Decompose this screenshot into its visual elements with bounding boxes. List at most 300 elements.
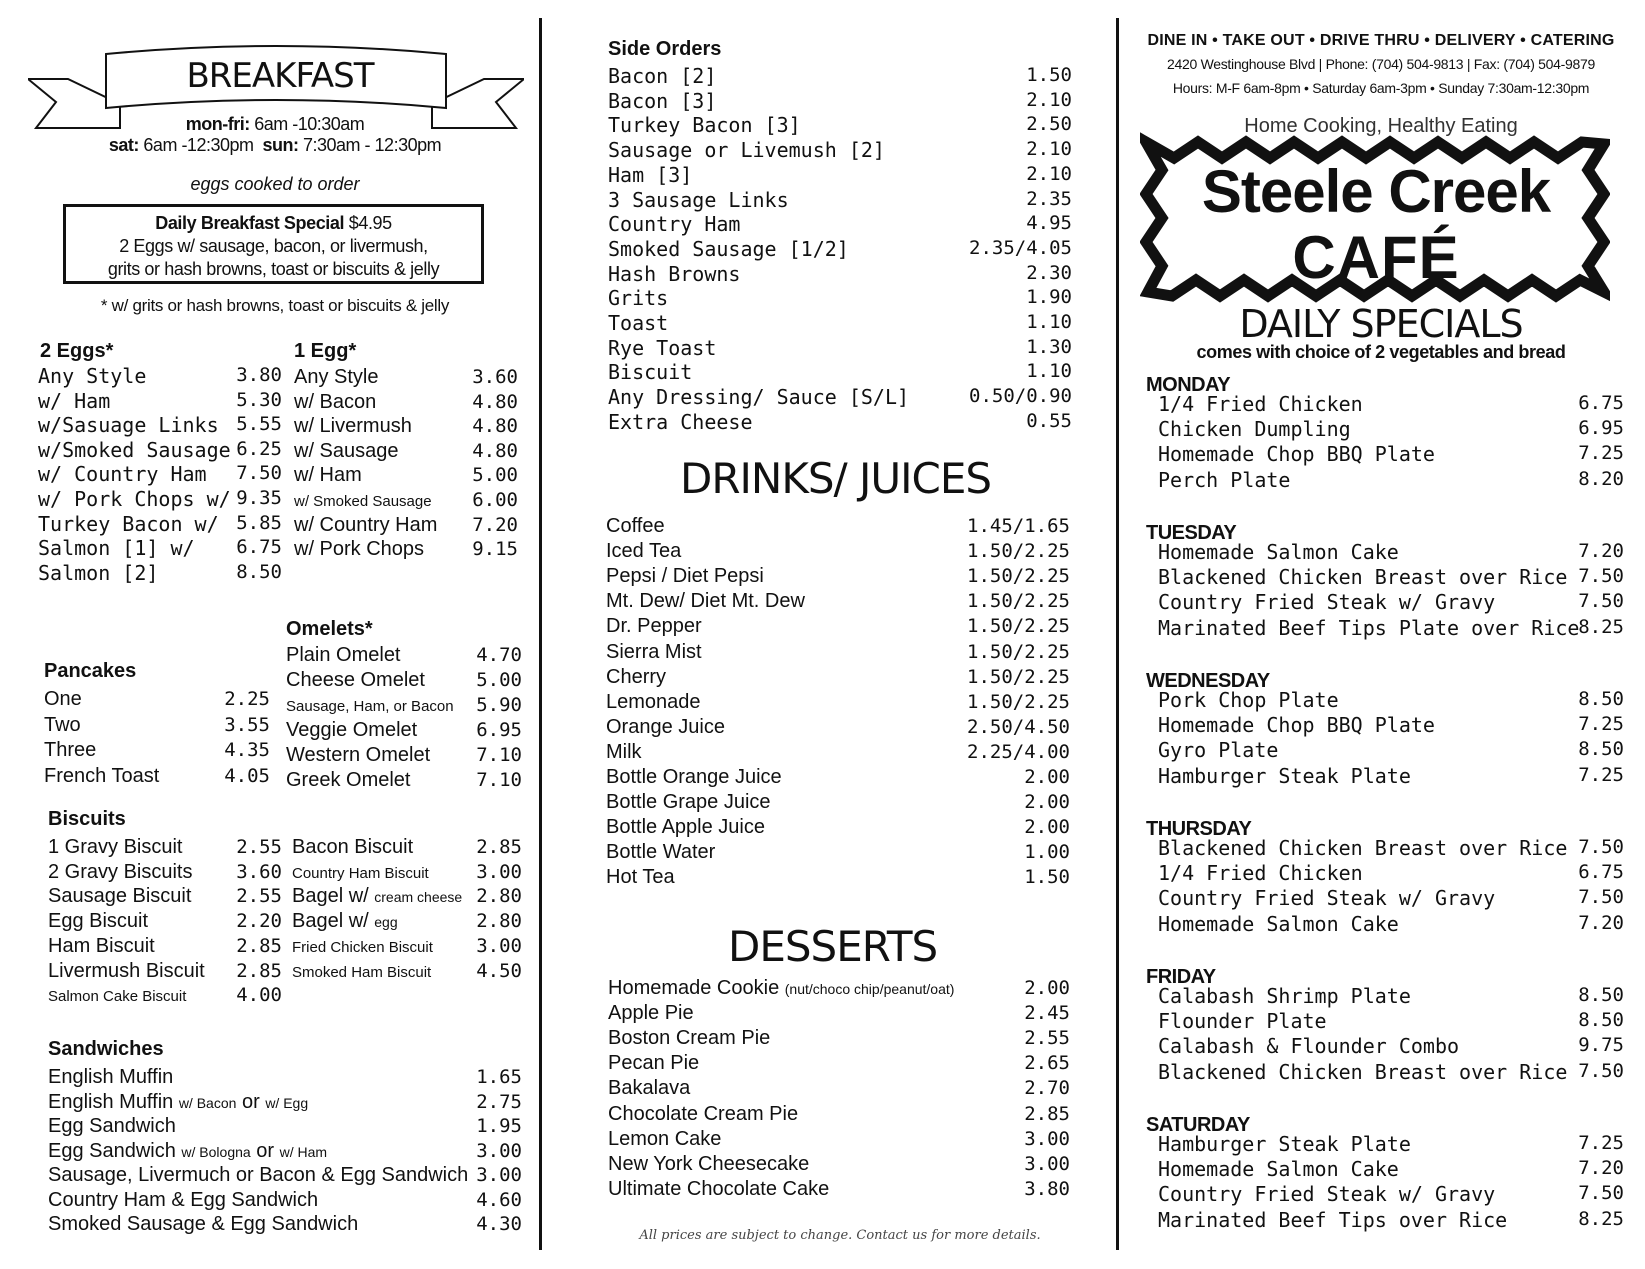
- one-egg-item-price: 7.20: [472, 513, 518, 536]
- sandwiches-row: [48, 1164, 522, 1189]
- side-orders-item-price: 2.30: [1026, 261, 1072, 284]
- address-line: 2420 Westinghouse Blvd | Phone: (704) 504-9813 | Fax: (704) 504-9879: [1167, 56, 1595, 72]
- one-egg-item-price: 6.00: [472, 489, 518, 511]
- one-egg-item-label: w/ Bacon: [294, 390, 377, 413]
- specials-row: [1158, 442, 1624, 467]
- drinks-item-price: 2.25/4.00: [967, 740, 1070, 763]
- drinks-item-price: 1.50/2.25: [967, 590, 1070, 613]
- side-orders-item-price: 2.10: [1026, 138, 1072, 161]
- drinks-item-label: Pepsi / Diet Pepsi: [606, 565, 764, 588]
- omelets-item-name: [286, 644, 401, 667]
- side-orders-title: Side Orders: [608, 38, 722, 60]
- biscuits-left-item-label: Ham Biscuit: [48, 934, 155, 957]
- specials-row: [1158, 565, 1624, 590]
- drinks-row: [606, 791, 1070, 816]
- two-eggs-item-name: [38, 536, 195, 560]
- sandwiches-item-price: 1.95: [476, 1115, 522, 1137]
- drinks-item-name: [606, 691, 701, 714]
- side-orders-item-price: 1.10: [1026, 360, 1072, 383]
- drinks-row: [606, 590, 1070, 615]
- specials-item-name: Marinated Beef Tips over Rice: [1158, 1207, 1508, 1232]
- drinks-row: [606, 641, 1070, 666]
- biscuits-left-item-name: [48, 960, 205, 983]
- pancakes-item-price: 2.25: [224, 688, 270, 710]
- side-orders-row: [608, 360, 1072, 385]
- sandwiches-item-label: Sausage, Livermuch or Bacon & Egg Sandwich: [48, 1164, 469, 1186]
- side-orders-item-price: 1.90: [1026, 286, 1072, 309]
- sandwiches-title: Sandwiches: [48, 1038, 164, 1060]
- biscuits-right-item-name: [292, 910, 398, 933]
- drinks-item-name: [606, 540, 681, 563]
- side-orders-item-label: Hash Browns: [608, 261, 741, 286]
- omelets-title: Omelets*: [286, 618, 373, 640]
- pancakes-row: [44, 739, 270, 765]
- specials-item-name: Blackened Chicken Breast over Rice: [1158, 836, 1568, 860]
- biscuits-left-row: [48, 861, 282, 886]
- drinks-row: [606, 766, 1070, 791]
- two-eggs-item-label: Turkey Bacon w/: [38, 511, 219, 536]
- sandwiches-item-name: [48, 1213, 358, 1236]
- hours-weekday: 6am -10:30am: [254, 114, 365, 134]
- specials-row: [1158, 616, 1624, 641]
- drinks-item-price: 1.50/2.25: [967, 690, 1070, 713]
- desserts-item-name: [608, 1153, 809, 1176]
- sandwiches-item-note: w/ Egg: [265, 1094, 309, 1111]
- breakfast-hours: [60, 114, 490, 156]
- one-egg-row: [294, 538, 518, 563]
- two-eggs-item-name: [38, 561, 158, 585]
- biscuits-right-item-name: [292, 960, 431, 983]
- specials-row: [1158, 392, 1624, 417]
- desserts-item-name: [608, 1178, 829, 1201]
- sandwiches-item-or: or: [236, 1090, 266, 1113]
- biscuits-right-item-name: [292, 885, 462, 908]
- specials-day-title: FRIDAY: [1146, 966, 1216, 988]
- biscuits-left-item-name: [48, 861, 192, 884]
- sandwiches-item-price: 4.60: [476, 1188, 522, 1211]
- two-eggs-item-label: Salmon [2]: [38, 560, 159, 585]
- specials-day-saturday: [1146, 1114, 1624, 1254]
- drinks-item-name: [606, 866, 675, 889]
- omelets-item-label: Plain Omelet: [286, 644, 401, 666]
- specials-item-name: Calabash Shrimp Plate: [1158, 984, 1411, 1008]
- desserts-item-label: New York Cheesecake: [608, 1152, 810, 1175]
- one-egg-item-price: 3.60: [472, 366, 518, 388]
- one-egg-row: [294, 391, 518, 416]
- specials-row: [1158, 1060, 1624, 1085]
- biscuits-right-item-price: 2.80: [476, 910, 522, 933]
- desserts-item-label: Homemade Cookie: [608, 977, 785, 999]
- omelets-row: [286, 719, 522, 744]
- biscuits-right-item-label: Fried Chicken Biscuit: [292, 938, 433, 956]
- specials-item-name: Hamburger Steak Plate: [1158, 763, 1411, 788]
- biscuits-right-row: [292, 885, 522, 910]
- specials-item-price: 7.20: [1578, 540, 1624, 562]
- sandwiches-item-price: 3.00: [476, 1139, 522, 1162]
- biscuits-left-row: [48, 935, 282, 960]
- drinks-row: [606, 841, 1070, 866]
- side-orders-item-name: [608, 163, 692, 187]
- biscuits-left-item-price: 3.60: [236, 860, 282, 883]
- drinks-item-label: Hot Tea: [606, 866, 675, 889]
- sandwiches-row: [48, 1140, 522, 1165]
- omelets-row: [286, 744, 522, 769]
- drinks-item-label: Dr. Pepper: [606, 615, 702, 638]
- specials-row: [1158, 1009, 1624, 1034]
- biscuits-right-item-price: 3.00: [476, 860, 522, 883]
- specials-item-price: 7.50: [1578, 590, 1624, 613]
- side-orders-item-name: [608, 113, 801, 137]
- specials-item-name: Homemade Salmon Cake: [1158, 911, 1399, 936]
- desserts-item-label: Chocolate Cream Pie: [608, 1102, 799, 1125]
- specials-item-price: 7.50: [1578, 886, 1624, 909]
- biscuits-left-item-label: Egg Biscuit: [48, 910, 149, 933]
- specials-item-price: 7.50: [1578, 565, 1624, 588]
- biscuits-left-item-label: 2 Gravy Biscuits: [48, 860, 193, 883]
- one-egg-item-price: 4.80: [472, 439, 518, 462]
- side-orders-row: [608, 286, 1072, 311]
- omelets-item-label: Cheese Omelet: [286, 669, 425, 691]
- specials-item-price: 8.50: [1578, 688, 1624, 710]
- sandwiches-item-price: 3.00: [476, 1164, 522, 1186]
- omelets-item-name: [286, 769, 410, 792]
- specials-row: [1158, 1157, 1624, 1182]
- side-orders-item-label: Bacon [3]: [608, 88, 717, 113]
- special-title: Daily Breakfast Special: [155, 213, 345, 233]
- logo-name: Steele Creek: [1201, 158, 1551, 225]
- specials-row: [1158, 886, 1624, 911]
- two-eggs-item-label: Salmon [1] w/: [38, 536, 195, 561]
- side-orders-item-label: Toast: [608, 311, 669, 335]
- daily-specials-title: DAILY SPECIALS: [1239, 302, 1523, 346]
- sandwiches-item-label: Egg Sandwich: [48, 1139, 182, 1162]
- two-eggs-item-name: [38, 438, 231, 462]
- sandwiches-item-name: [48, 1164, 468, 1187]
- drinks-row: [606, 866, 1070, 891]
- one-egg-item-label: w/ Pork Chops: [294, 538, 425, 561]
- side-orders-item-name: [608, 138, 885, 162]
- one-egg-item-name: [294, 440, 399, 463]
- two-eggs-item-label: w/ Country Ham: [38, 462, 207, 487]
- side-orders-row: [608, 336, 1072, 361]
- sandwiches-item-name: [48, 1140, 327, 1163]
- side-orders-item-price: 2.35: [1026, 187, 1072, 210]
- biscuits-right-item-note: cream cheese: [374, 889, 463, 906]
- hours-sun: 7:30am - 12:30pm: [303, 135, 442, 155]
- specials-item-name: Hamburger Steak Plate: [1158, 1132, 1411, 1156]
- side-orders-item-label: Country Ham: [608, 212, 741, 237]
- sandwiches-item-label: Smoked Sausage & Egg Sandwich: [48, 1213, 359, 1235]
- sandwiches-item-label: English Muffin: [48, 1066, 174, 1088]
- specials-row: [1158, 738, 1624, 763]
- specials-item-name: 1/4 Fried Chicken: [1158, 861, 1363, 886]
- pancakes-item-name: [44, 765, 159, 788]
- biscuits-left-item-name: [48, 984, 186, 1007]
- omelets-row: [286, 694, 522, 719]
- drinks-item-label: Bottle Apple Juice: [606, 816, 765, 839]
- specials-item-price: 7.20: [1578, 911, 1624, 934]
- specials-item-price: 7.25: [1578, 713, 1624, 736]
- drinks-item-price: 1.00: [1024, 841, 1070, 864]
- specials-item-name: Country Fried Steak w/ Gravy: [1158, 590, 1496, 615]
- drinks-title: DRINKS/ JUICES: [680, 454, 992, 503]
- desserts-item-label: Pecan Pie: [608, 1052, 700, 1075]
- one-egg-item-name: [294, 489, 432, 512]
- side-orders-row: [608, 163, 1072, 188]
- sandwiches-item-note: w/ Ham: [279, 1143, 328, 1160]
- biscuits-right-item-label: Bagel w/: [292, 885, 375, 908]
- two-eggs-row: [38, 512, 282, 537]
- side-orders-item-label: Bacon [2]: [608, 64, 717, 88]
- drinks-item-name: [606, 666, 666, 689]
- biscuits-left-item-price: 2.55: [236, 836, 282, 858]
- drinks-item-label: Lemonade: [606, 690, 701, 713]
- biscuits-right-item-name: [292, 836, 413, 859]
- side-orders-item-price: 0.55: [1026, 409, 1072, 432]
- two-eggs-item-price: 5.55: [236, 413, 282, 436]
- two-eggs-title: 2 Eggs*: [40, 340, 114, 362]
- specials-row: [1158, 764, 1624, 789]
- one-egg-row: [294, 440, 518, 465]
- one-egg-row: [294, 489, 518, 514]
- drinks-item-label: Sierra Mist: [606, 640, 702, 663]
- specials-item-name: Homemade Salmon Cake: [1158, 540, 1399, 564]
- pancakes-item-name: [44, 714, 81, 737]
- pancakes-item-price: 4.05: [224, 764, 270, 787]
- specials-row: [1158, 912, 1624, 937]
- drinks-item-price: 1.50/2.25: [967, 615, 1070, 638]
- specials-item-price: 8.50: [1578, 984, 1624, 1006]
- two-eggs-row: [38, 413, 282, 438]
- daily-specials-subtitle: comes with choice of 2 vegetables and bread: [1196, 342, 1566, 362]
- drinks-item-label: Cherry: [606, 665, 667, 688]
- pancakes-item-label: French Toast: [44, 764, 160, 787]
- two-eggs-item-price: 6.75: [236, 536, 282, 559]
- omelets-item-label: Greek Omelet: [286, 769, 411, 791]
- specials-row: [1158, 1182, 1624, 1207]
- pancakes-item-label: Two: [44, 713, 81, 736]
- one-egg-title: 1 Egg*: [294, 340, 357, 362]
- side-orders-row: [608, 237, 1072, 262]
- drinks-item-name: [606, 641, 702, 664]
- specials-item-name: Calabash & Flounder Combo: [1158, 1034, 1460, 1059]
- desserts-row: [608, 1153, 1070, 1178]
- biscuits-left-item-label: Sausage Biscuit: [48, 885, 192, 908]
- one-egg-item-label: Any Style: [294, 366, 379, 388]
- biscuits-left-item-price: 2.85: [236, 934, 282, 957]
- specials-row: [1158, 1208, 1624, 1233]
- specials-item-price: 7.50: [1578, 1059, 1624, 1082]
- one-egg-item-name: [294, 538, 424, 561]
- biscuits-right-row: [292, 960, 522, 985]
- side-orders-row: [608, 89, 1072, 114]
- two-eggs-item-name: [38, 462, 207, 486]
- drinks-item-label: Bottle Orange Juice: [606, 766, 782, 788]
- two-eggs-item-price: 3.80: [236, 364, 282, 386]
- side-orders-item-name: [608, 385, 909, 409]
- sandwiches-item-note: w/ Bologna: [181, 1143, 251, 1160]
- special-line-2: grits or hash browns, toast or biscuits & jelly: [107, 259, 440, 279]
- side-orders-item-price: 1.10: [1026, 311, 1072, 333]
- biscuits-left-item-name: [48, 836, 182, 859]
- specials-day-friday: [1146, 966, 1624, 1106]
- specials-item-name: Country Fried Steak w/ Gravy: [1158, 886, 1496, 911]
- sandwiches-item-name: [48, 1115, 176, 1138]
- drinks-row: [606, 691, 1070, 716]
- specials-row: [1158, 417, 1624, 442]
- desserts-item-price: 2.55: [1024, 1027, 1070, 1050]
- biscuits-right-item-label: Bagel w/: [292, 910, 375, 933]
- drinks-item-name: [606, 515, 665, 538]
- desserts-title: DESSERTS: [728, 922, 938, 971]
- biscuits-left-item-name: [48, 885, 191, 908]
- side-orders-item-name: [608, 286, 668, 310]
- breakfast-title: BREAKFAST: [186, 56, 374, 96]
- biscuits-left-item-price: 2.55: [236, 885, 282, 908]
- omelets-item-label: Sausage, Ham, or Bacon: [286, 698, 454, 715]
- side-orders-item-name: [608, 360, 692, 384]
- tagline: Home Cooking, Healthy Eating: [1244, 115, 1518, 137]
- drinks-item-label: Mt. Dew/ Diet Mt. Dew: [606, 590, 805, 613]
- specials-item-price: 7.50: [1578, 836, 1624, 858]
- side-orders-row: [608, 212, 1072, 237]
- biscuits-left-item-price: 2.20: [236, 910, 282, 933]
- omelets-item-name: [286, 744, 430, 767]
- pancakes-row: [44, 765, 270, 791]
- drinks-item-price: 2.50/4.50: [967, 715, 1070, 738]
- desserts-item-price: 3.80: [1024, 1177, 1070, 1200]
- services-banner: DINE IN • TAKE OUT • DRIVE THRU • DELIVERY • CATERING: [1147, 32, 1615, 49]
- two-eggs-item-price: 5.85: [236, 511, 282, 534]
- desserts-item-price: 3.00: [1024, 1152, 1070, 1175]
- drinks-item-price: 1.45/1.65: [967, 515, 1070, 537]
- specials-row: [1158, 540, 1624, 565]
- desserts-row: [608, 1178, 1070, 1203]
- biscuits-right-item-name: [292, 935, 433, 958]
- specials-item-name: Country Fried Steak w/ Gravy: [1158, 1182, 1496, 1207]
- sandwiches-item-note: w/ Bacon: [178, 1094, 237, 1111]
- specials-item-price: 6.95: [1578, 417, 1624, 440]
- desserts-item-name: [608, 1077, 690, 1100]
- two-eggs-row: [38, 487, 282, 512]
- one-egg-item-label: w/ Livermush: [294, 415, 412, 438]
- specials-row: [1158, 836, 1624, 861]
- two-eggs-item-price: 9.35: [236, 487, 282, 509]
- one-egg-item-label: w/ Smoked Sausage: [294, 493, 432, 510]
- desserts-row: [608, 1052, 1070, 1077]
- specials-day-monday: [1146, 374, 1624, 514]
- biscuits-right-item-label: Bacon Biscuit: [292, 836, 414, 858]
- biscuits-left-item-price: 2.85: [236, 959, 282, 982]
- two-eggs-item-label: w/Sasuage Links: [38, 413, 219, 438]
- specials-item-price: 8.50: [1578, 738, 1624, 761]
- one-egg-item-name: [294, 415, 412, 438]
- drinks-item-name: [606, 841, 715, 864]
- omelets-item-name: [286, 719, 417, 742]
- specials-item-name: Homemade Chop BBQ Plate: [1158, 713, 1435, 738]
- desserts-row: [608, 1103, 1070, 1128]
- omelets-row: [286, 644, 522, 669]
- drinks-item-price: 1.50/2.25: [967, 665, 1070, 688]
- desserts-row: [608, 1002, 1070, 1027]
- specials-item-price: 6.75: [1578, 861, 1624, 884]
- side-orders-row: [608, 262, 1072, 287]
- biscuits-right-row: [292, 836, 522, 861]
- pancakes-title: Pancakes: [44, 660, 137, 682]
- biscuits-right-row: [292, 861, 522, 886]
- side-orders-item-label: Any Dressing/ Sauce [S/L]: [608, 385, 910, 410]
- side-orders-item-name: [608, 64, 716, 88]
- biscuits-right-item-price: 3.00: [476, 934, 522, 957]
- drinks-item-name: [606, 716, 725, 739]
- drinks-item-name: [606, 615, 702, 638]
- side-orders-item-price: 1.30: [1026, 335, 1072, 358]
- desserts-row: [608, 1027, 1070, 1052]
- side-orders-row: [608, 311, 1072, 336]
- specials-item-name: Homemade Salmon Cake: [1158, 1157, 1399, 1182]
- one-egg-item-price: 9.15: [472, 538, 518, 561]
- sandwiches-row: [48, 1091, 522, 1116]
- pancakes-row: [44, 688, 270, 714]
- specials-item-price: 7.50: [1578, 1182, 1624, 1205]
- specials-item-name: 1/4 Fried Chicken: [1158, 392, 1363, 416]
- biscuits-left-row: [48, 836, 282, 861]
- biscuits-right-item-price: 4.50: [476, 959, 522, 982]
- side-orders-row: [608, 64, 1072, 89]
- drinks-item-price: 2.00: [1024, 766, 1070, 788]
- specials-item-price: 8.50: [1578, 1009, 1624, 1032]
- side-orders-item-label: 3 Sausage Links: [608, 187, 789, 212]
- specials-item-name: Blackened Chicken Breast over Rice: [1158, 1059, 1568, 1084]
- hours-sat: 6am -12:30pm: [143, 135, 254, 155]
- biscuits-left-row: [48, 910, 282, 935]
- one-egg-item-name: [294, 514, 437, 537]
- side-orders-item-name: [608, 188, 789, 212]
- biscuits-left-item-price: 4.00: [236, 984, 282, 1007]
- desserts-item-name: [608, 1103, 798, 1126]
- omelets-item-label: Veggie Omelet: [286, 719, 418, 741]
- specials-item-price: 8.25: [1578, 1207, 1624, 1230]
- side-orders-item-price: 1.50: [1026, 64, 1072, 86]
- specials-day-title: WEDNESDAY: [1146, 670, 1270, 692]
- column-divider-right: [1116, 18, 1119, 1250]
- omelets-item-price: 5.90: [476, 694, 522, 716]
- desserts-item-label: Bakalava: [608, 1077, 691, 1100]
- sandwiches-item-or: or: [250, 1139, 280, 1162]
- specials-row: [1158, 688, 1624, 713]
- desserts-item-price: 3.00: [1024, 1127, 1070, 1150]
- two-eggs-item-label: Any Style: [38, 364, 147, 388]
- two-eggs-item-label: w/ Pork Chops w/: [38, 487, 231, 511]
- one-egg-item-label: w/ Sausage: [294, 439, 399, 462]
- specials-row: [1158, 1132, 1624, 1157]
- drinks-item-label: Bottle Water: [606, 841, 716, 864]
- biscuits-right-item-label: Smoked Ham Biscuit: [292, 963, 432, 981]
- desserts-item-label: Ultimate Chocolate Cake: [608, 1177, 830, 1200]
- desserts-item-label: Lemon Cake: [608, 1127, 722, 1150]
- desserts-item-price: 2.45: [1024, 1002, 1070, 1025]
- sandwiches-row: [48, 1066, 522, 1091]
- biscuits-left-row: [48, 960, 282, 985]
- drinks-item-price: 1.50: [1024, 866, 1070, 889]
- omelets-item-price: 7.10: [476, 769, 522, 791]
- biscuits-title: Biscuits: [48, 808, 126, 830]
- one-egg-row: [294, 464, 518, 489]
- omelets-row: [286, 669, 522, 694]
- specials-day-thursday: [1146, 818, 1624, 958]
- biscuits-left-item-name: [48, 910, 148, 933]
- biscuits-right-row: [292, 910, 522, 935]
